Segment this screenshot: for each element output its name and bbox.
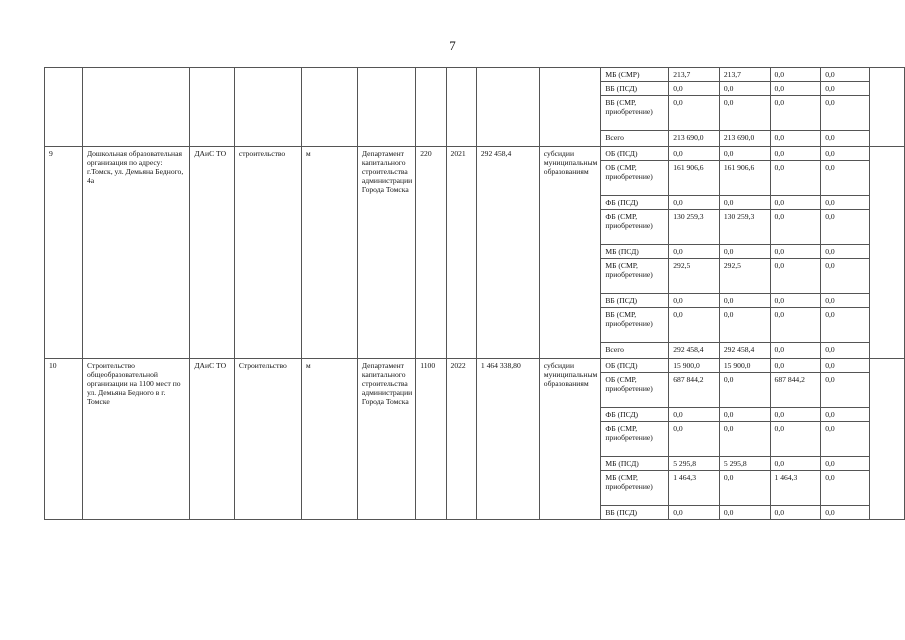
value-y2: 0,0 bbox=[770, 245, 821, 259]
total-value: 213,7 bbox=[669, 68, 720, 82]
value-y2: 1 464,3 bbox=[770, 471, 821, 506]
value-y3: 0,0 bbox=[821, 294, 870, 308]
value-y2: 0,0 bbox=[770, 457, 821, 471]
value-y3: 0,0 bbox=[821, 471, 870, 506]
total-value: 161 906,6 bbox=[669, 161, 720, 196]
value-y3: 0,0 bbox=[821, 343, 870, 359]
value-y1: 292 458,4 bbox=[719, 343, 770, 359]
value-y1: 0,0 bbox=[719, 308, 770, 343]
capacity: 220 bbox=[416, 147, 446, 359]
empty-cell bbox=[416, 68, 446, 147]
budget-table bbox=[44, 67, 905, 520]
work-type: Строительство bbox=[234, 359, 301, 520]
total-value: 130 259,3 bbox=[669, 210, 720, 245]
value-y2: 0,0 bbox=[770, 343, 821, 359]
funding-source: ВБ (СМР, приобретение) bbox=[601, 308, 669, 343]
funding-source: ОБ (ПСД) bbox=[601, 147, 669, 161]
value-y1: 130 259,3 bbox=[719, 210, 770, 245]
value-y2: 0,0 bbox=[770, 196, 821, 210]
value-y2: 0,0 bbox=[770, 210, 821, 245]
value-y1: 15 900,0 bbox=[719, 359, 770, 373]
funding-source: МБ (ПСД) bbox=[601, 245, 669, 259]
table-row bbox=[45, 68, 905, 82]
empty-cell bbox=[870, 147, 905, 359]
funding-source: Всего bbox=[601, 131, 669, 147]
value-y3: 0,0 bbox=[821, 359, 870, 373]
value-y3: 0,0 bbox=[821, 96, 870, 131]
empty-cell bbox=[539, 68, 601, 147]
funding-source: ОБ (СМР, приобретение) bbox=[601, 373, 669, 408]
empty-cell bbox=[45, 68, 83, 147]
value-y1: 0,0 bbox=[719, 82, 770, 96]
empty-cell bbox=[446, 68, 476, 147]
total-value: 0,0 bbox=[669, 82, 720, 96]
table-row bbox=[45, 359, 905, 373]
estimated-cost: 292 458,4 bbox=[476, 147, 539, 359]
total-value: 15 900,0 bbox=[669, 359, 720, 373]
total-value: 5 295,8 bbox=[669, 457, 720, 471]
object-name: Строительство общеобразовательной организации на 1100 мест по ул. Демьяна Бедного в г. Томске bbox=[82, 359, 189, 520]
funding-source: ФБ (ПСД) bbox=[601, 196, 669, 210]
funding-source: МБ (СМР, приобретение) bbox=[601, 259, 669, 294]
empty-cell bbox=[357, 68, 415, 147]
funding-source: МБ (СМР, приобретение) bbox=[601, 471, 669, 506]
total-value: 0,0 bbox=[669, 294, 720, 308]
value-y3: 0,0 bbox=[821, 131, 870, 147]
total-value: 0,0 bbox=[669, 196, 720, 210]
value-y3: 0,0 bbox=[821, 259, 870, 294]
value-y1: 0,0 bbox=[719, 196, 770, 210]
empty-cell bbox=[870, 68, 905, 147]
funding-source: ВБ (ПСД) bbox=[601, 82, 669, 96]
value-y2: 0,0 bbox=[770, 294, 821, 308]
value-y3: 0,0 bbox=[821, 147, 870, 161]
total-value: 292 458,4 bbox=[669, 343, 720, 359]
value-y1: 292,5 bbox=[719, 259, 770, 294]
value-y3: 0,0 bbox=[821, 245, 870, 259]
work-type: строительство bbox=[234, 147, 301, 359]
value-y1: 0,0 bbox=[719, 147, 770, 161]
empty-cell bbox=[301, 68, 357, 147]
funding-source: ОБ (СМР, приобретение) bbox=[601, 161, 669, 196]
empty-cell bbox=[234, 68, 301, 147]
total-value: 687 844,2 bbox=[669, 373, 720, 408]
value-y2: 0,0 bbox=[770, 96, 821, 131]
value-y3: 0,0 bbox=[821, 506, 870, 520]
value-y2: 0,0 bbox=[770, 68, 821, 82]
value-y1: 0,0 bbox=[719, 373, 770, 408]
value-y2: 0,0 bbox=[770, 422, 821, 457]
funding-source: Всего bbox=[601, 343, 669, 359]
value-y2: 0,0 bbox=[770, 131, 821, 147]
total-value: 0,0 bbox=[669, 408, 720, 422]
value-y3: 0,0 bbox=[821, 68, 870, 82]
value-y2: 0,0 bbox=[770, 308, 821, 343]
total-value: 0,0 bbox=[669, 422, 720, 457]
total-value: 0,0 bbox=[669, 147, 720, 161]
total-value: 213 690,0 bbox=[669, 131, 720, 147]
value-y1: 0,0 bbox=[719, 422, 770, 457]
funding-source: ВБ (ПСД) bbox=[601, 506, 669, 520]
funding-source: ФБ (СМР, приобретение) bbox=[601, 210, 669, 245]
funding-source: МБ (СМР) bbox=[601, 68, 669, 82]
funding-source: ВБ (ПСД) bbox=[601, 294, 669, 308]
value-y1: 5 295,8 bbox=[719, 457, 770, 471]
funding-source: МБ (ПСД) bbox=[601, 457, 669, 471]
value-y1: 0,0 bbox=[719, 506, 770, 520]
object-number: 10 bbox=[45, 359, 83, 520]
unit: м bbox=[301, 147, 357, 359]
funding-form: субсидии муниципальным образованиям bbox=[539, 147, 601, 359]
value-y2: 0,0 bbox=[770, 82, 821, 96]
year: 2021 bbox=[446, 147, 476, 359]
total-value: 1 464,3 bbox=[669, 471, 720, 506]
object-name: Дошкольная образовательная организация по адресу: г.Томск, ул. Демьяна Бедного, 4а bbox=[82, 147, 189, 359]
object-number: 9 bbox=[45, 147, 83, 359]
value-y2: 687 844,2 bbox=[770, 373, 821, 408]
value-y1: 0,0 bbox=[719, 408, 770, 422]
total-value: 0,0 bbox=[669, 245, 720, 259]
funding-source: ОБ (ПСД) bbox=[601, 359, 669, 373]
value-y1: 161 906,6 bbox=[719, 161, 770, 196]
empty-cell bbox=[82, 68, 189, 147]
value-y3: 0,0 bbox=[821, 210, 870, 245]
value-y3: 0,0 bbox=[821, 422, 870, 457]
funding-source: ФБ (ПСД) bbox=[601, 408, 669, 422]
value-y1: 213 690,0 bbox=[719, 131, 770, 147]
value-y2: 0,0 bbox=[770, 359, 821, 373]
customer: ДАиС ТО bbox=[190, 147, 234, 359]
funding-source: ФБ (СМР, приобретение) bbox=[601, 422, 669, 457]
value-y3: 0,0 bbox=[821, 457, 870, 471]
total-value: 0,0 bbox=[669, 308, 720, 343]
value-y3: 0,0 bbox=[821, 82, 870, 96]
value-y1: 0,0 bbox=[719, 294, 770, 308]
customer: ДАиС ТО bbox=[190, 359, 234, 520]
total-value: 292,5 bbox=[669, 259, 720, 294]
capacity: 1100 bbox=[416, 359, 446, 520]
value-y2: 0,0 bbox=[770, 259, 821, 294]
page-number: 7 bbox=[449, 38, 456, 53]
estimated-cost: 1 464 338,80 bbox=[476, 359, 539, 520]
value-y1: 0,0 bbox=[719, 245, 770, 259]
value-y2: 0,0 bbox=[770, 408, 821, 422]
value-y2: 0,0 bbox=[770, 147, 821, 161]
empty-cell bbox=[870, 359, 905, 520]
total-value: 0,0 bbox=[669, 506, 720, 520]
value-y1: 213,7 bbox=[719, 68, 770, 82]
table-row bbox=[45, 147, 905, 161]
unit: м bbox=[301, 359, 357, 520]
value-y2: 0,0 bbox=[770, 161, 821, 196]
empty-cell bbox=[476, 68, 539, 147]
empty-cell bbox=[190, 68, 234, 147]
value-y3: 0,0 bbox=[821, 373, 870, 408]
value-y2: 0,0 bbox=[770, 506, 821, 520]
recipient: Департамент капитального строительства администрации Города Томска bbox=[357, 147, 415, 359]
funding-source: ВБ (СМР, приобретение) bbox=[601, 96, 669, 131]
year: 2022 bbox=[446, 359, 476, 520]
value-y3: 0,0 bbox=[821, 161, 870, 196]
value-y3: 0,0 bbox=[821, 408, 870, 422]
value-y1: 0,0 bbox=[719, 96, 770, 131]
value-y3: 0,0 bbox=[821, 308, 870, 343]
recipient: Департамент капитального строительства администрации Города Томска bbox=[357, 359, 415, 520]
total-value: 0,0 bbox=[669, 96, 720, 131]
value-y1: 0,0 bbox=[719, 471, 770, 506]
value-y3: 0,0 bbox=[821, 196, 870, 210]
funding-form: субсидии муниципальным образованиям bbox=[539, 359, 601, 520]
